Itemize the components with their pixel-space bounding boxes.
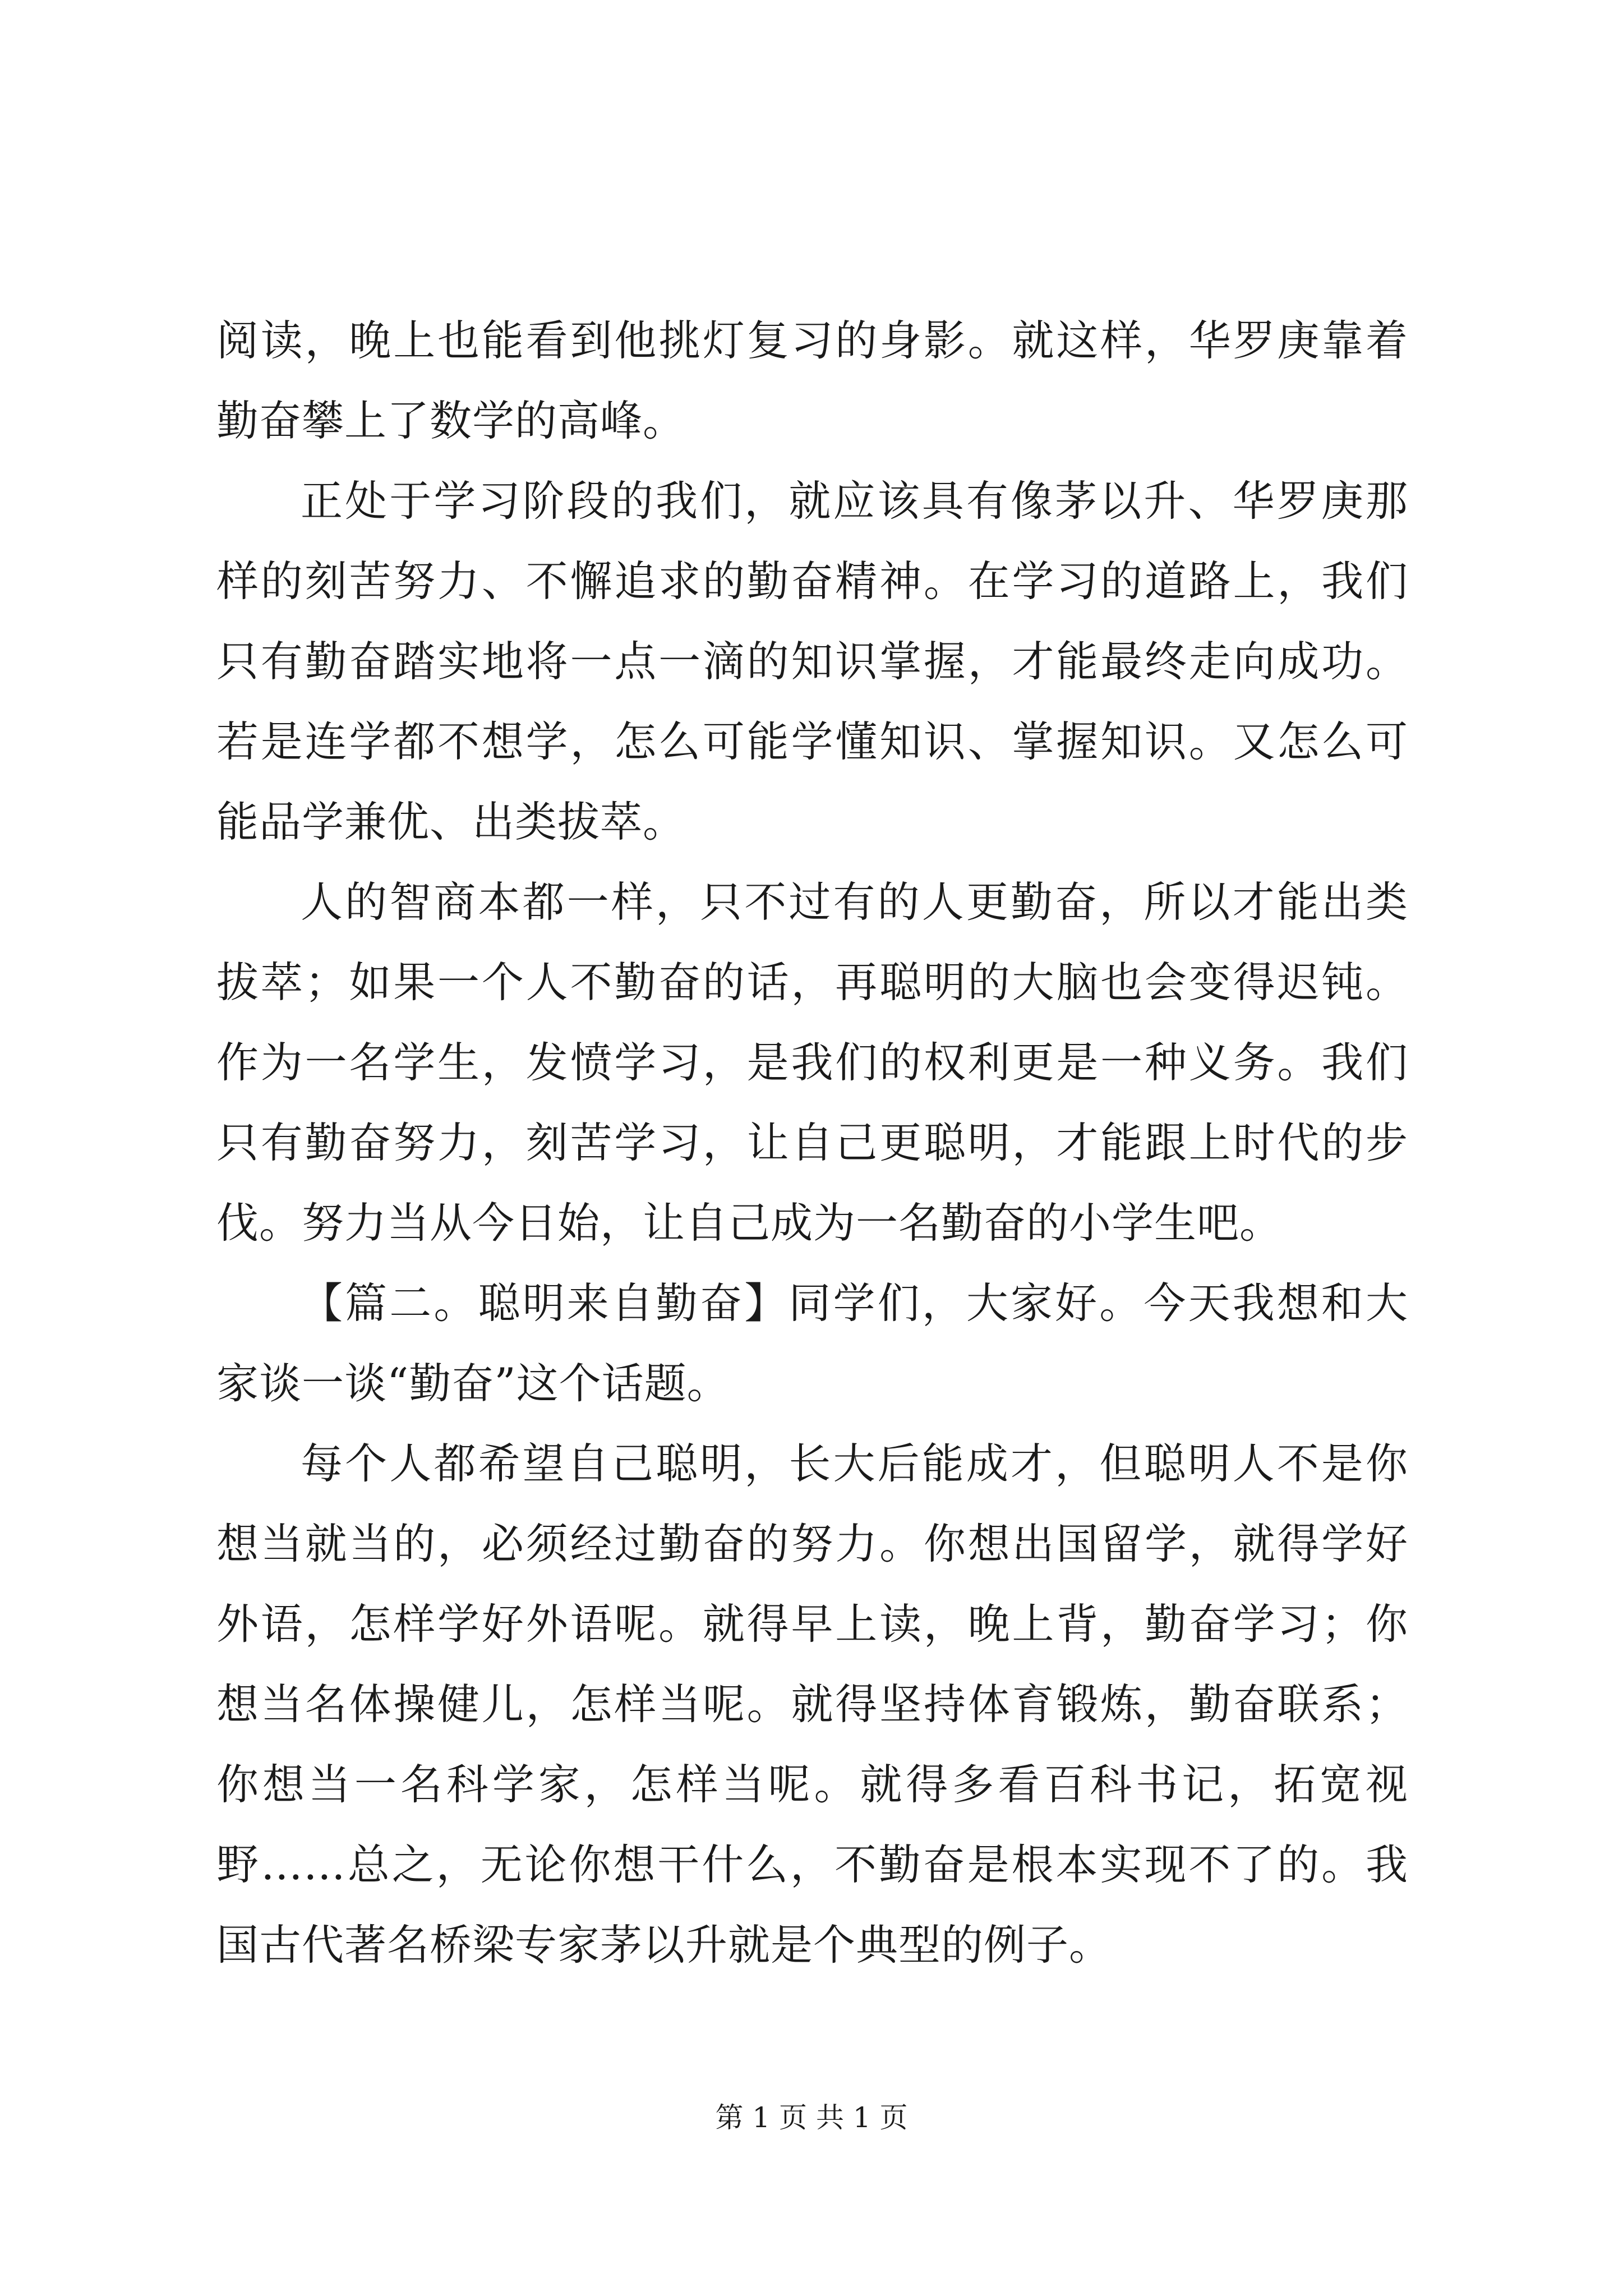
paragraph-3: 人的智商本都一样，只不过有的人更勤奋，所以才能出类拔萃；如果一个人不勤奋的话，再聪明的大脑也会变得迟钝。作为一名学生，发愤学习，是我们的权利更是一种义务。我们只有勤奋努力，刻苦学习，让自己更聪明，才能跟上时代的步伐。努力当从今日始，让自己成为一名勤奋的小学生吧。 xyxy=(216,877,1408,1248)
paragraph-2: 正处于学习阶段的我们，就应该具有像茅以升、华罗庚那样的刻苦努力、不懈追求的勤奋精神。在学习的道路上，我们只有勤奋踏实地将一点一滴的知识掌握，才能最终走向成功。若是连学都不想学，怎么可能学懂知识、掌握知识。又怎么可能品学兼优、出类拔萃。 xyxy=(216,476,1408,846)
paragraph-4: 【篇二。聪明来自勤奋】同学们，大家好。今天我想和大家谈一谈“勤奋”这个话题。 xyxy=(216,1278,1408,1408)
paragraph-5: 每个人都希望自己聪明，长大后能成才，但聪明人不是你想当就当的，必须经过勤奋的努力。你想出国留学，就得学好外语，怎样学好外语呢。就得早上读，晚上背，勤奋学习；你想当名体操健儿，怎样当呢。就得坚持体育锻炼，勤奋联系；你想当一名科学家，怎样当呢。就得多看百科书记，拓宽视野……总之，无论你想干什么，不勤奋是根本实现不了的。我国古代著名桥梁专家茅以升就是个典型的例子。 xyxy=(216,1439,1408,1970)
document-body xyxy=(216,301,1408,1985)
page-footer: 第 1 页 共 1 页 xyxy=(715,2101,908,2134)
paragraph-1: 阅读，晚上也能看到他挑灯复习的身影。就这样，华罗庚靠着勤奋攀上了数学的高峰。 xyxy=(216,316,1408,445)
